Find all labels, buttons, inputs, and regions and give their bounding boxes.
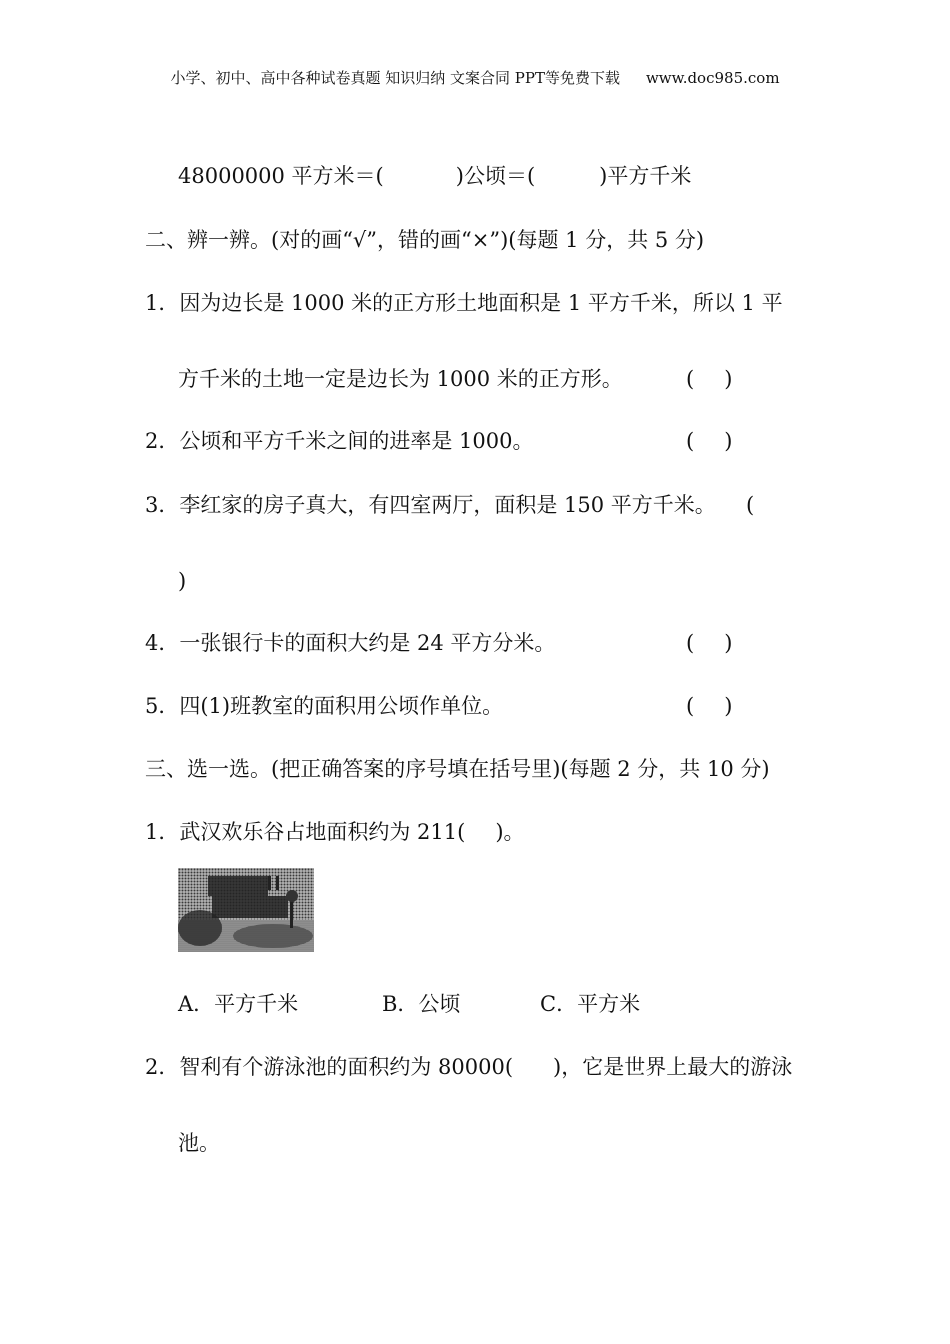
tf-answer-2[interactable] — [686, 427, 732, 455]
tf-question-3: 3．李红家的房子真大，有四室两厅，面积是 150 平方千米。 — [145, 493, 716, 517]
tf-answer-5[interactable] — [686, 692, 732, 720]
paren-close: ) — [724, 694, 733, 718]
tf-question-5: 5．四(1)班教室的面积用公顷作单位。 — [145, 694, 504, 718]
tf-question-1-line2: 方千米的土地一定是边长为 1000 米的正方形。 — [178, 367, 623, 391]
mc-question-1-end: )。 — [495, 820, 525, 844]
paren-close: ) — [724, 631, 733, 655]
paren-open: ( — [686, 367, 695, 391]
tf-answer-1[interactable] — [686, 365, 732, 393]
paren-open: ( — [686, 694, 695, 718]
tf-question-2: 2．公顷和平方千米之间的进率是 1000。 — [145, 429, 534, 453]
conversion-part-b: )公顷＝( — [455, 164, 536, 188]
paren-close: ) — [724, 367, 733, 391]
page-header — [0, 68, 950, 88]
header-url[interactable]: www.doc985.com — [645, 69, 780, 87]
conversion-part-c: )平方千米 — [599, 164, 692, 188]
tf-answer-4[interactable] — [686, 629, 732, 657]
paren-close: ) — [724, 429, 733, 453]
section3-heading: 三、选一选。(把正确答案的序号填在括号里)(每题 2 分，共 10 分) — [145, 757, 770, 781]
mc-question-2-text: 2．智利有个游泳池的面积约为 80000( — [145, 1055, 514, 1079]
paren-open: ( — [686, 429, 695, 453]
tf-answer-3-close[interactable]: ) — [178, 569, 187, 593]
option-c[interactable]: C．平方米 — [540, 992, 641, 1016]
wuhan-happy-valley-logo-image — [178, 868, 314, 952]
mc-question-2 — [145, 1053, 792, 1081]
mc-question-2-line2: 池。 — [178, 1131, 220, 1155]
header-text: 小学、初中、高中各种试卷真题 知识归纳 文案合同 PPT等免费下载 — [170, 69, 620, 87]
option-b[interactable]: B．公顷 — [382, 992, 461, 1016]
area-conversion-line — [178, 162, 691, 190]
tf-answer-3-open[interactable]: ( — [746, 493, 755, 517]
conversion-part-a: 48000000 平方米＝( — [178, 164, 384, 188]
mc-question-2-end: )，它是世界上最大的游泳 — [553, 1055, 793, 1079]
paren-open: ( — [686, 631, 695, 655]
option-a[interactable]: A．平方千米 — [178, 992, 299, 1016]
tf-question-4: 4．一张银行卡的面积大约是 24 平方分米。 — [145, 631, 556, 655]
mc-question-1 — [145, 818, 525, 846]
tf-question-1-line1: 1．因为边长是 1000 米的正方形土地面积是 1 平方千米，所以 1 平 — [145, 291, 783, 315]
section2-heading: 二、辨一辨。(对的画“√”，错的画“×”)(每题 1 分，共 5 分) — [145, 228, 705, 252]
mc-question-1-text: 1．武汉欢乐谷占地面积约为 211( — [145, 820, 466, 844]
